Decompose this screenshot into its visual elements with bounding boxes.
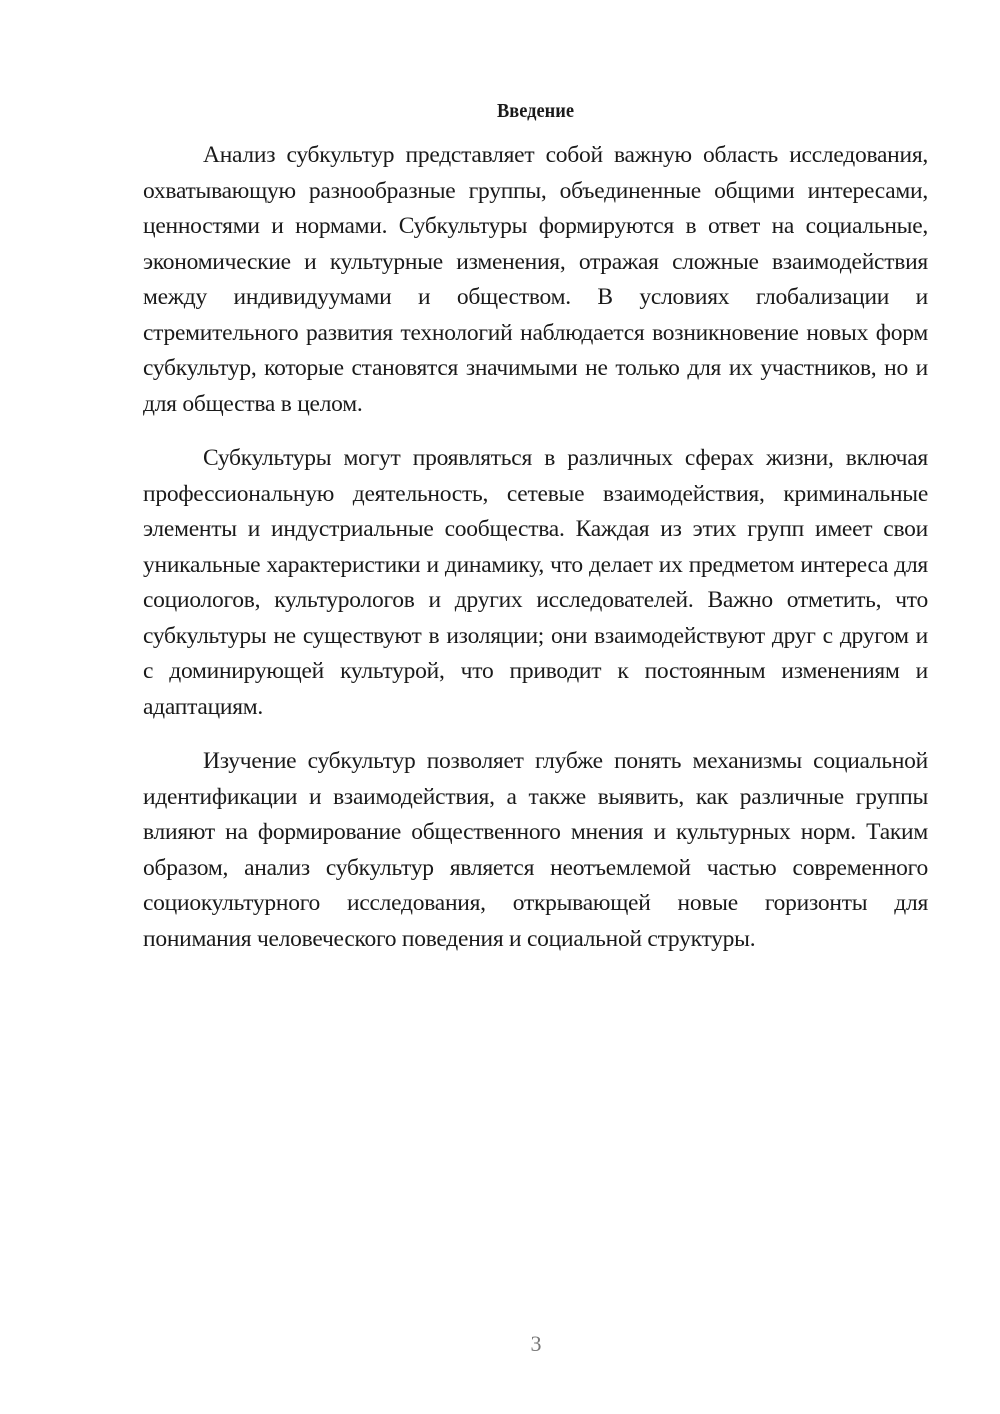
- page-number: 3: [530, 1331, 542, 1356]
- paragraph-2: Субкультуры могут проявляться в различных сферах жизни, включая профессиональную деятельность, сетевые взаимодействия, криминальные элементы и индустриальные сообщества. Каждая из этих групп имеет свои уникальные характеристики и динамику, что делает их предметом интереса для социологов, культурологов и других исследователей. Важно отметить, что субкультуры не существуют в изоляции; они взаимодействуют друг с другом и с доминирующей культурой, что приводит к постоянным изменениям и адаптациям.: [143, 445, 928, 720]
- section-title: Введение: [497, 100, 574, 122]
- paragraph-1: Анализ субкультур представляет собой важную область исследования, охватывающую разнообразные группы, объединенные общими интересами, ценностями и нормами. Субкультуры формируются в ответ на социальные, экономические и культурные изменения, отражая сложные взаимодействия между индивидуумами и обществом. В условиях глобализации и стремительного развития технологий наблюдается возникновение новых форм субкультур, которые становятся значимыми не только для их участников, но и для общества в целом.: [143, 142, 928, 417]
- page-content: [143, 96, 928, 976]
- paragraph-3: Изучение субкультур позволяет глубже понять механизмы социальной идентификации и взаимодействия, а также выявить, как различные группы влияют на формирование общественного мнения и культурных норм. Таким образом, анализ субкультур является неотъемлемой частью современного социокультурного исследования, открывающей новые горизонты для понимания человеческого поведения и социальной структуры.: [143, 748, 928, 952]
